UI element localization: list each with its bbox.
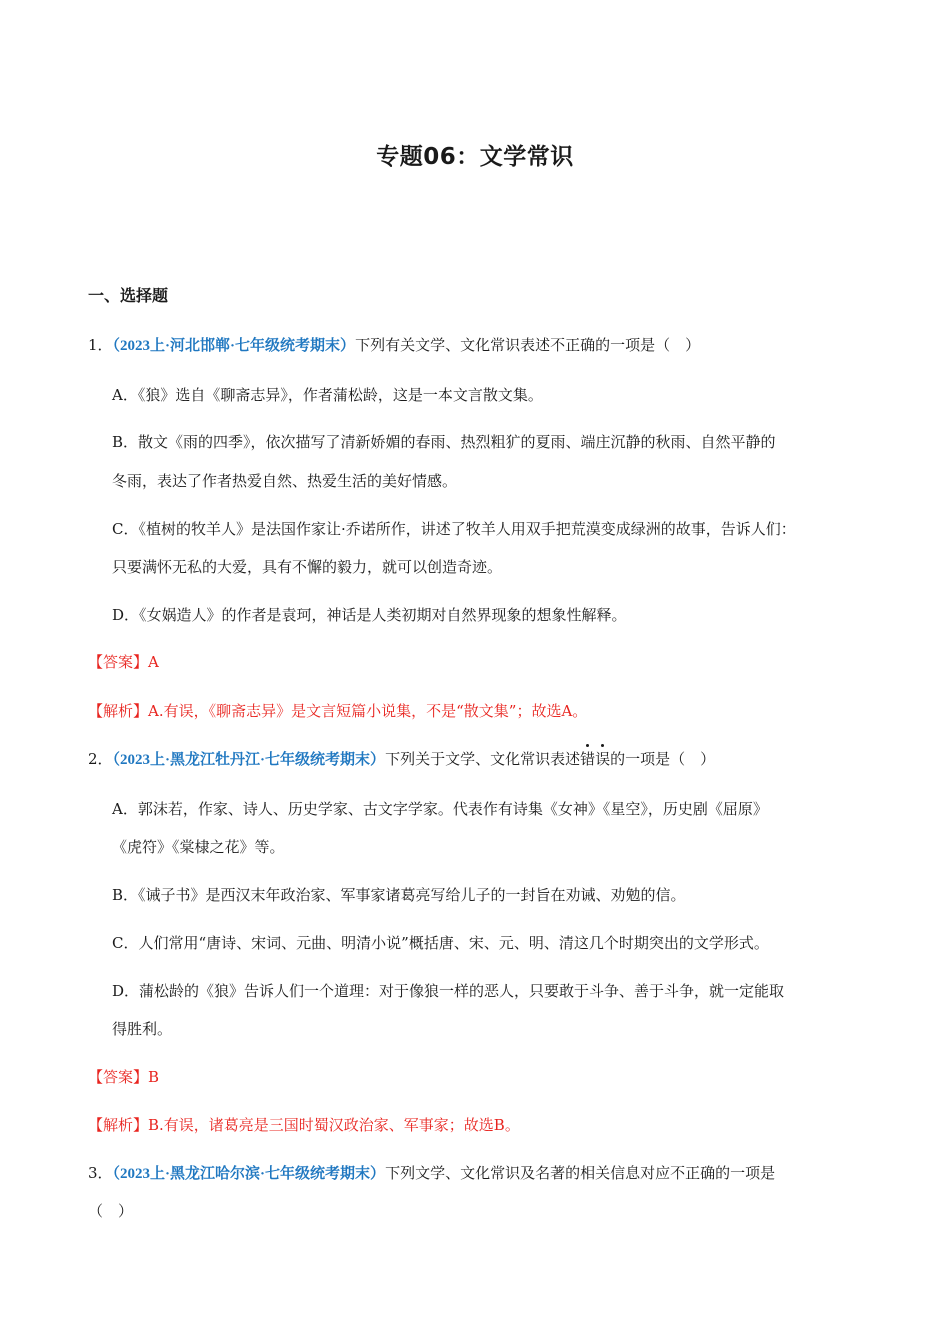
question-text: 下列文学、文化常识及名著的相关信息对应不正确的一项是 bbox=[385, 1164, 776, 1182]
emphasized-char: 误 bbox=[595, 750, 611, 768]
section-heading: 一、选择题 bbox=[88, 286, 169, 305]
analysis-label: 【解析】 bbox=[88, 1116, 149, 1134]
q1-option-d: D．《女娲造人》的作者是袁珂，神话是人类初期对自然界现象的想象性解释。 bbox=[112, 606, 627, 624]
emphasized-char: 错 bbox=[580, 750, 596, 768]
page-title: 专题06：文学常识 bbox=[376, 144, 574, 170]
q1-option-c-line2: 只要满怀无私的大爱，具有不懈的毅力，就可以创造奇迹。 bbox=[112, 558, 503, 576]
q2-option-a-line1: A．郭沫若，作家、诗人、历史学家、古文字学家。代表作有诗集《女神》《星空》，历史剧《屈原》 bbox=[112, 800, 768, 818]
question-source: （2023上·河北邯郸·七年级统考期末） bbox=[112, 338, 356, 354]
q2-answer bbox=[88, 1066, 159, 1087]
q1-option-b-line1: B．散文《雨的四季》，依次描写了清新娇媚的春雨、热烈粗犷的夏雨、端庄沉静的秋雨、自然平静的 bbox=[112, 433, 776, 451]
question-text: 下列有关文学、文化常识表述不正确的一项是（ ） bbox=[355, 336, 701, 354]
q2-option-d-line2: 得胜利。 bbox=[112, 1020, 173, 1038]
question-source: （2023上·黑龙江哈尔滨·七年级统考期末） bbox=[112, 1166, 386, 1182]
question-2-stem bbox=[88, 748, 715, 769]
question-1-stem bbox=[88, 334, 700, 355]
q1-option-b-line2: 冬雨，表达了作者热爱自然、热爱生活的美好情感。 bbox=[112, 472, 458, 490]
q1-answer bbox=[88, 651, 159, 672]
answer-label: 【答案】 bbox=[88, 1068, 149, 1086]
answer-label: 【答案】 bbox=[88, 653, 149, 671]
analysis-label: 【解析】 bbox=[88, 702, 149, 720]
question-3-stem bbox=[88, 1162, 775, 1183]
analysis-text: A.有误，《聊斋志异》是文言短篇小说集，不是“散文集”；故选A。 bbox=[148, 702, 588, 720]
question-text-end: 的一项是（ ） bbox=[610, 750, 716, 768]
q1-option-c-line1: C．《植树的牧羊人》是法国作家让·乔诺所作，讲述了牧羊人用双手把荒漠变成绿洲的故事，告诉人们： bbox=[112, 520, 796, 538]
q2-option-c: C．人们常用“唐诗、宋词、元曲、明清小说”概括唐、宋、元、明、清这几个时期突出的文学形式。 bbox=[112, 934, 769, 952]
analysis-text: B.有误，诸葛亮是三国时蜀汉政治家、军事家；故选B。 bbox=[148, 1116, 520, 1134]
q2-analysis bbox=[88, 1114, 520, 1135]
q2-option-b: B．《诫子书》是西汉末年政治家、军事家诸葛亮写给儿子的一封旨在劝诫、劝勉的信。 bbox=[112, 886, 686, 904]
q1-analysis bbox=[88, 700, 587, 721]
answer-value: A bbox=[148, 653, 159, 671]
q2-option-d-line1: D．蒲松龄的《狼》告诉人们一个道理：对于像狼一样的恶人，只要敢于斗争、善于斗争，就一定能取 bbox=[112, 982, 785, 1000]
question-text: 下列关于文学、文化常识表述 bbox=[385, 750, 581, 768]
question-number: 2． bbox=[88, 750, 113, 768]
question-number: 3． bbox=[88, 1164, 113, 1182]
question-source: （2023上·黑龙江牡丹江·七年级统考期末） bbox=[112, 752, 386, 768]
answer-value: B bbox=[148, 1068, 160, 1086]
q2-option-a-line2: 《虎符》《棠棣之花》等。 bbox=[112, 838, 285, 856]
question-number: 1． bbox=[88, 336, 113, 354]
question-3-stem-line2: （ ） bbox=[88, 1202, 134, 1220]
q1-option-a: A．《狼》选自《聊斋志异》，作者蒲松龄，这是一本文言散文集。 bbox=[112, 386, 543, 404]
